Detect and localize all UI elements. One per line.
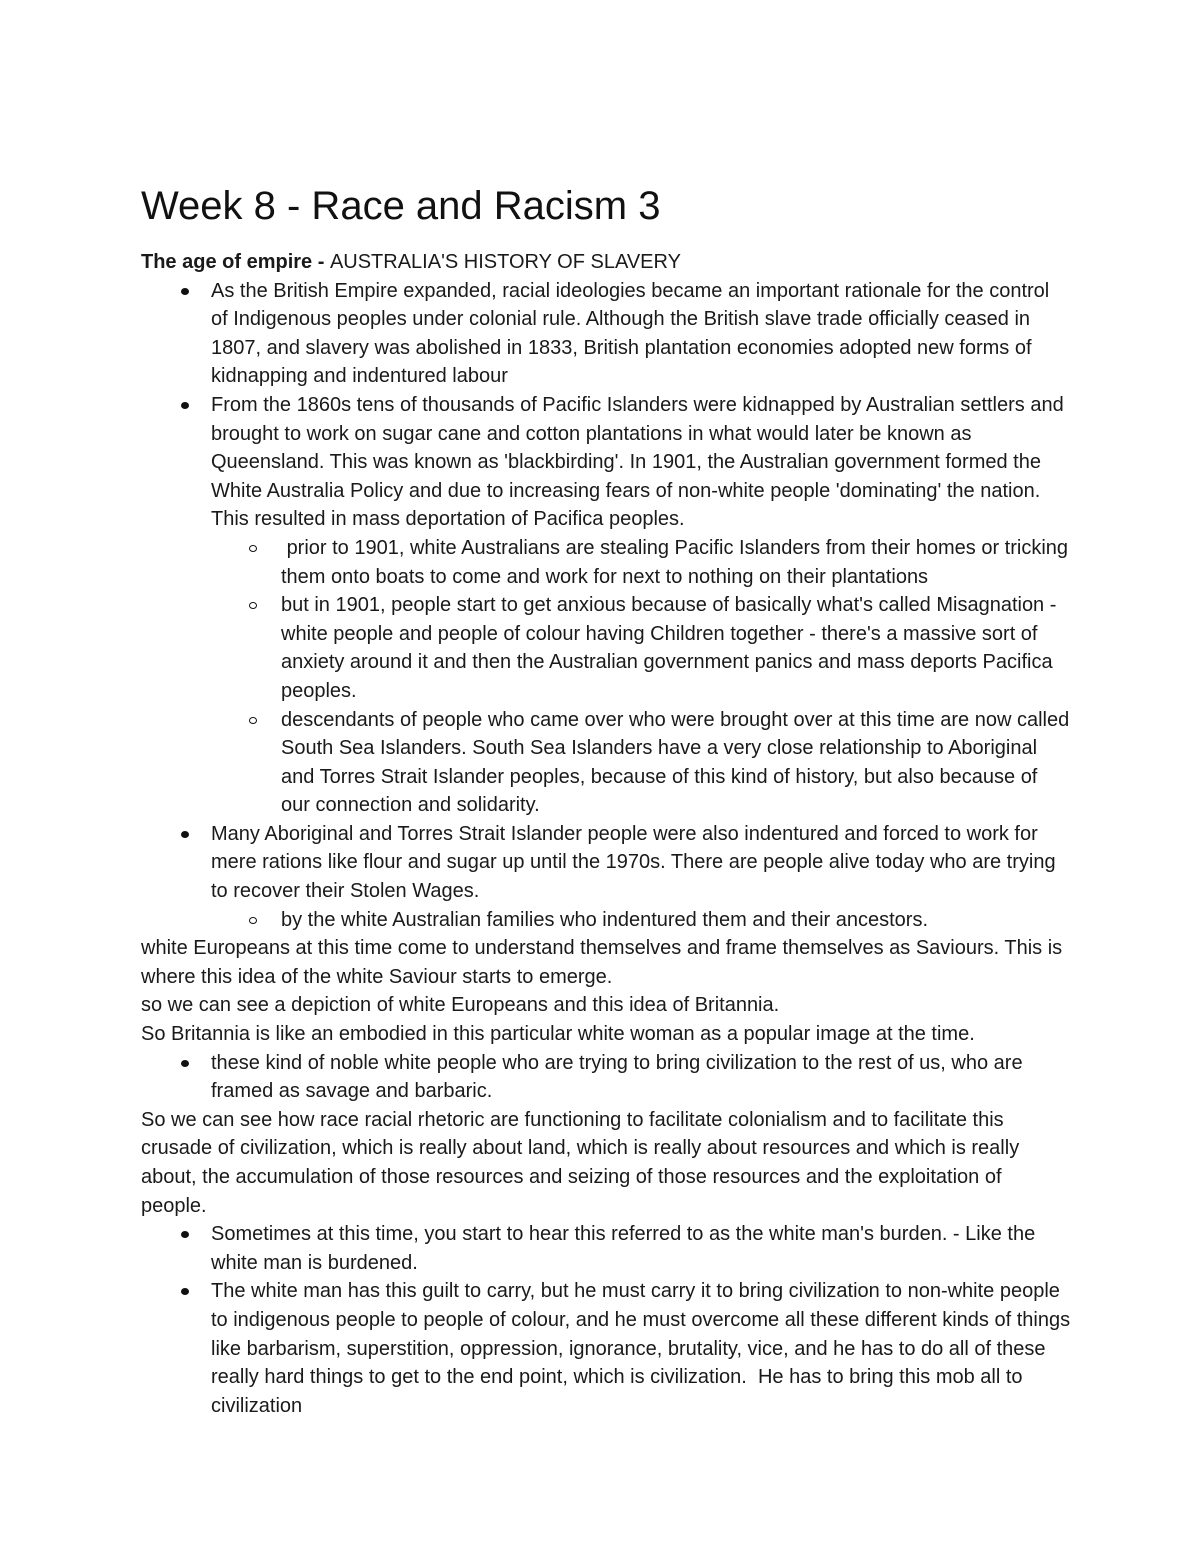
sub-bullet-item: by the white Australian families who indentured them and their ancestors. — [281, 906, 1071, 935]
bullet-item: The white man has this guilt to carry, but he must carry it to bring civilization to non-white people to indigenous people to people of colour, and he must overcome all these different kinds of things like barbarism, superstition, oppression, ignorance, brutality, vice, and he has to do all of these really hard things to get to the end point, which is civilization. He has to bring this mob all to civilization — [211, 1277, 1071, 1420]
bullet-item-text: From the 1860s tens of thousands of Pacific Islanders were kidnapped by Australian settlers and brought to work on sugar cane and cotton plantations in what would later be known as Queensland. This was known as 'blackbirding'. In 1901, the Australian government formed the White Australia Policy and due to increasing fears of non-white people 'dominating' the nation. This resulted in mass deportation of Pacifica peoples. — [211, 393, 1064, 531]
bullet-item — [211, 391, 1074, 820]
bullet-item: Sometimes at this time, you start to hear this referred to as the white man's burden. - Like the white man is burdened. — [211, 1220, 1071, 1277]
bullet-list — [141, 1049, 1071, 1106]
paragraph: white Europeans at this time come to understand themselves and frame themselves as Saviours. This is where this idea of the white Saviour starts to emerge. — [141, 937, 1063, 988]
bullet-item: As the British Empire expanded, racial ideologies became an important rationale for the control of Indigenous peoples under colonial rule. Although the British slave trade officially ceased in 1807, and slavery was abolished in 1833, British plantation economies adopted new forms of kidnapping and indentured labour — [211, 277, 1071, 391]
page-title: Week 8 - Race and Racism 3 — [141, 184, 661, 228]
paragraph: So Britannia is like an embodied in this particular white woman as a popular image at the time. — [141, 1023, 975, 1046]
section-heading-bold: The age of empire - — [141, 251, 330, 273]
section-heading — [141, 248, 1071, 277]
document-body — [141, 248, 1076, 1420]
bullet-item-text: Many Aboriginal and Torres Strait Islander people were also indentured and forced to work for mere rations like flour and sugar up until the 1970s. There are people alive today who are trying to recover their Stolen Wages. — [211, 822, 1056, 903]
bullet-item: these kind of noble white people who are trying to bring civilization to the rest of us, who are framed as savage and barbaric. — [211, 1049, 1071, 1106]
sub-bullet-item: descendants of people who came over who were brought over at this time are now called South Sea Islanders. South Sea Islanders have a very close relationship to Aboriginal and Torres Strait Islander peoples, because of this kind of history, but also because of our connection and solidarity. — [281, 706, 1071, 820]
document-page — [141, 178, 1076, 1420]
sub-bullet-list — [211, 906, 1071, 935]
sub-bullet-list — [211, 534, 1074, 820]
paragraph: so we can see a depiction of white Europeans and this idea of Britannia. — [141, 994, 780, 1017]
bullet-item — [211, 820, 1071, 934]
sub-bullet-item: prior to 1901, white Australians are stealing Pacific Islanders from their homes or tricking them onto boats to come and work for next to nothing on their plantations — [281, 534, 1071, 591]
sub-bullet-item: but in 1901, people start to get anxious because of basically what's called Misagnation - white people and people of colour having Children together - there's a massive sort of anxiety around it and then the Australian government panics and mass deports Pacifica peoples. — [281, 591, 1071, 705]
bullet-list — [141, 1220, 1076, 1420]
section-heading-rest: AUSTRALIA'S HISTORY OF SLAVERY — [329, 251, 681, 273]
bullet-list — [141, 277, 1074, 935]
paragraph: So we can see how race racial rhetoric are functioning to facilitate colonialism and to facilitate this crusade of civilization, which is really about land, which is really about resources and which is really about, the accumulation of those resources and seizing of those resources and the exploitation of people. — [141, 1108, 1020, 1217]
